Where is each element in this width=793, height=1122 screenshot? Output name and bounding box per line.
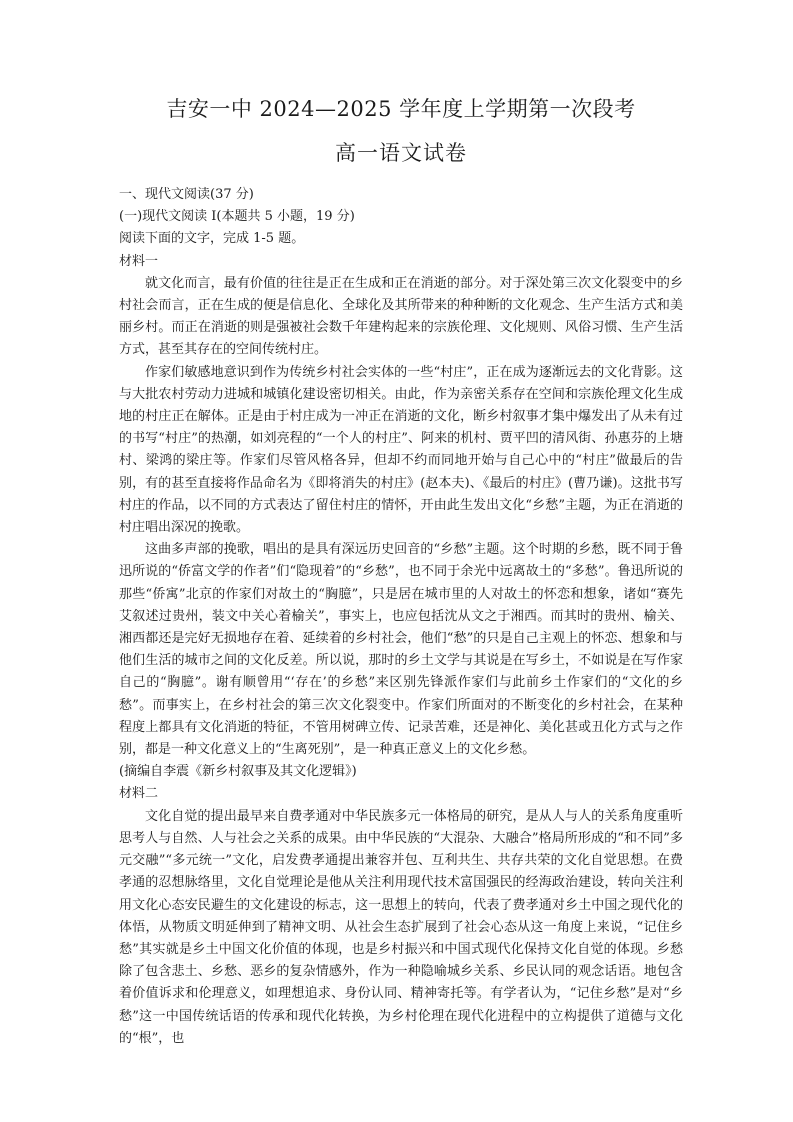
material-one-source: (摘编自李震《新乡村叙事及其文化逻辑》) — [119, 764, 357, 780]
material-one-paragraph: 作家们敏感地意识到作为传统乡村社会实体的一些“村庄”，正在成为逐渐远去的文化背影。这与大批农村劳动力进城和城镇化建设密切相关。由此，作为亲密关系存在空间和宗族伦理文化生成地的村庄正在解体。正是由于村庄成为一冲正在消逝的文化，断乡村叙事才集中爆发出了从未有过的书写“村庄”的热潮，如刘亮程的“一个人的村庄”、阿来的机村、贾平凹的清风街、孙惠芬的上塘村、梁鸿的梁庄等。作家们尽管风格各异，但却不约而同地开始与自己心中的“村庄”做最后的告别，有的甚至直接将作品命名为《即将消失的村庄》(赵本夫)、《最后的村庄》(曹乃谦)。这批书写村庄的作品，以不同的方式表达了留住村庄的情怀，开由此生发出文化“乡愁”主题，为正在消逝的村庄唱出深况的挽歌。 — [119, 364, 683, 536]
exam-subtitle: 高一语文试卷 — [335, 141, 467, 165]
sub-section-heading: (一)现代文阅读 Ⅰ(本题共 5 小题，19 分) — [119, 209, 355, 225]
material-two-label: 材料二 — [119, 786, 159, 802]
material-one-label: 材料一 — [119, 253, 159, 269]
material-two-paragraph: 文化自觉的提出最早来自费孝通对中华民族多元一体格局的研究，是从人与人的关系角度重听思考人与自然、人与社会之关系的成果。由中华民族的“大混杂、大融合”格局所形成的“和不同”多元交融”“多元统一”文化，启发费孝通提出兼容并包、互利共生、共存共荣的文化自觉思想。在费孝通的忍想脉络里，文化自觉理论是他从关注利用现代技术富国强民的经海政治建设，转向关注利用文化心态安民避生的文化建设的标志，这一思想上的转向，代表了费孝通对乡土中国之现代化的体悟，从物质文明延伸到了精神文明、从社会生态扩展到了社会心态从这一角度上来说，“记住乡愁”其实就是乡土中国文化价值的体现，也是乡村振兴和中国式现代化保持文化自觉的体现。乡愁除了包含悲土、乡愁、恶乡的复杂情感外，作为一种隐喻城乡关系、乡民认同的观念话语。地包含着价值诉求和伦理意义，如理想追求、身份认同、精神寄托等。有学者认为，“记住乡愁”是对“乡愁”这一中国传统话语的传承和现代化转换，为乡村伦理在现代化进程中的立构提供了道德与文化的“根”，也 — [119, 808, 683, 1046]
section-heading: 一、现代文阅读(37 分) — [119, 187, 254, 202]
material-one-paragraph: 就文化而言，最有价值的往往是正在生成和正在消逝的部分。对于深处第三次文化裂变中的乡村社会而言，正在生成的便是信息化、全球化及其所带来的种种断的文化观念、生产生活方式和美丽乡村。而正在消逝的则是强被社会数千年建构起来的宗族伦理、文化规则、风俗习惯、生产生活方式，甚至其存在的空间传统村庄。 — [119, 275, 683, 358]
reading-instruction: 阅读下面的文字，完成 1-5 题。 — [119, 231, 305, 247]
material-one-paragraph: 这曲多声部的挽歌，唱出的是具有深远历史回音的“乡愁”主题。这个时期的乡愁，既不同于鲁迅所说的“侨富文学的作者”们“隐现着”的“乡愁”，也不同于余光中远离故土的“多愁”。鲁迅所说的那些“侨寓”北京的作家们对故土的“胸臆”，只是居在城市里的人对故土的怀恋和想象，诸如“赛先艾叙述过贵州，装文中关心着榆关”，事实上，也应包括沈从文之于湘西。而其时的贵州、榆关、湘西都还是完好无损地存在着、延续着的乡村社会，他们“愁”的只是自己主观上的怀恋、想象和与他们生活的城市之间的文化反差。所以说，那时的乡土文学与其说是在写乡土，不如说是在写作家自己的“胸臆”。谢有顺曾用“‘存在’的乡愁”来区别先锋派作家们与此前乡土作家们的“文化的乡愁”。而事实上，在乡村社会的第三次文化裂变中。作家们所面对的不断变化的乡村社会，在某种程度上都具有文化消逝的特征，不管用树碑立传、记录苦难，还是神化、美化甚或丑化方式与之作别，都是一种文化意义上的“生离死别”，是一种真正意义上的文化乡愁。 — [119, 542, 683, 758]
exam-title: 吉安一中 2024—2025 学年度上学期第一次段考 — [166, 97, 636, 121]
